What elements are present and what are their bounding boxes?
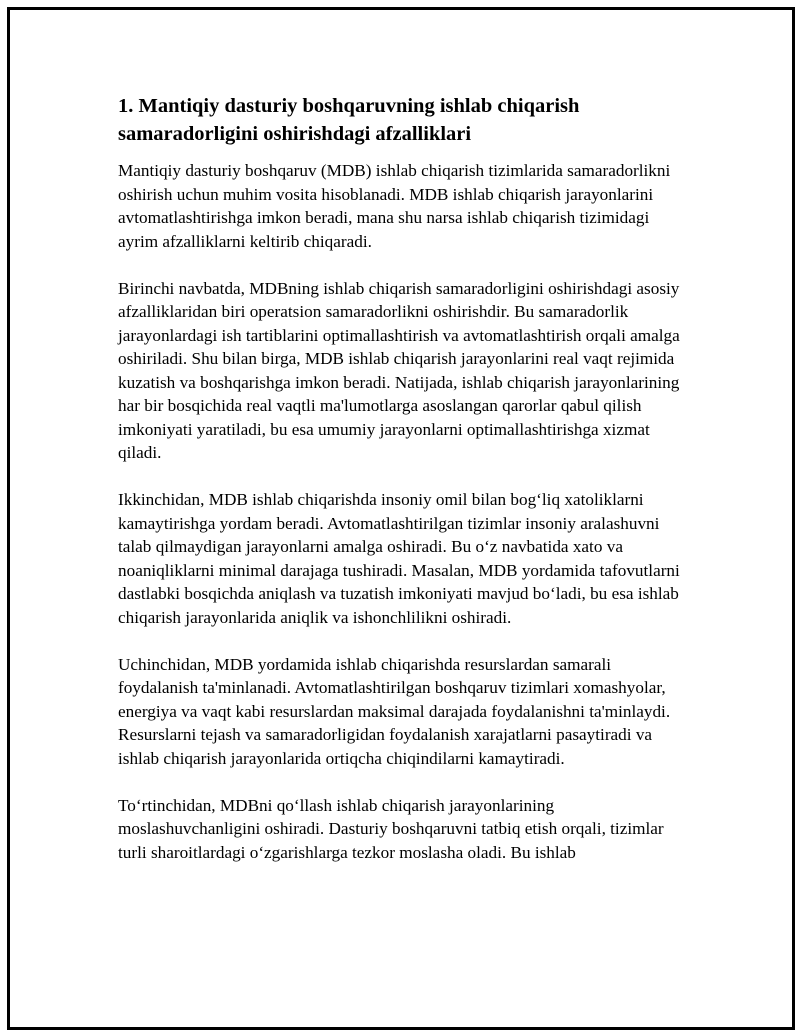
paragraph-fourth-advantage: To‘rtinchidan, MDBni qo‘llash ishlab chiqarish jarayonlarining moslashuvchanligini oshiradi. Dasturiy boshqaruvni tatbiq etish orqali, tizimlar turli sharoitlardagi o‘zgarishlarga tezkor moslasha oladi. Bu ishlab [118, 795, 664, 862]
paragraph-second-advantage: Ikkinchidan, MDB ishlab chiqarishda insoniy omil bilan bog‘liq xatoliklarni kamaytirishga yordam beradi. Avtomatlashtirilgan tizimlar insoniy aralashuvni talab qilmaydigan jarayonlarni amalga oshiradi. Bu o‘z navbatida xato va noaniqliklarni minimal darajaga tushiradi. Masalan, MDB yordamida tafovutlarni dastlabki bosqichda aniqlash va tuzatish imkoniyati mavjud bo‘ladi, bu esa ishlab chiqarish jarayonlarida aniqlik va ishonchlilikni oshiradi. [118, 490, 680, 627]
document-body [118, 92, 692, 888]
paragraph-third-advantage: Uchinchidan, MDB yordamida ishlab chiqarishda resurslardan samarali foydalanish ta'minlanadi. Avtomatlashtirilgan boshqaruv tizimlari xomashyolar, energiya va vaqt kabi resurslardan maksimal darajada foydalanishni ta'minlaydi. Resurslarni tejash va samaradorligidan foydalanish xarajatlarni pasaytiradi va ishlab chiqarish jarayonlarida ortiqcha chiqindilarni kamaytiradi. [118, 654, 671, 768]
section-heading: 1. Mantiqiy dasturiy boshqaruvning ishlab chiqarish samaradorligini oshirishdagi afzalliklari [118, 95, 580, 145]
paragraph-first-advantage: Birinchi navbatda, MDBning ishlab chiqarish samaradorligini oshirishdagi asosiy afzalliklaridan biri operatsion samaradorlikni oshirishdir. Bu samaradorlik jarayonlardagi ish tartiblarini optimallashtirish va avtomatlashtirish orqali amalga oshiriladi. Shu bilan birga, MDB ishlab chiqarish jarayonlarini real vaqt rejimida kuzatish va boshqarishga imkon beradi. Natijada, ishlab chiqarish jarayonlarining har bir bosqichida real vaqtli ma'lumotlarga asoslangan qarorlar qabul qilish imkoniyati yaratiladi, bu esa umumiy jarayonlarni optimallashtirishga xizmat qiladi. [118, 278, 680, 462]
paragraph-intro: Mantiqiy dasturiy boshqaruv (MDB) ishlab chiqarish tizimlarida samaradorlikni oshirish uchun muhim vosita hisoblanadi. MDB ishlab chiqarish jarayonlarini avtomatlashtirishga imkon beradi, mana shu narsa ishlab chiqarish tizimidagi ayrim afzalliklarni keltirib chiqaradi. [118, 161, 671, 251]
